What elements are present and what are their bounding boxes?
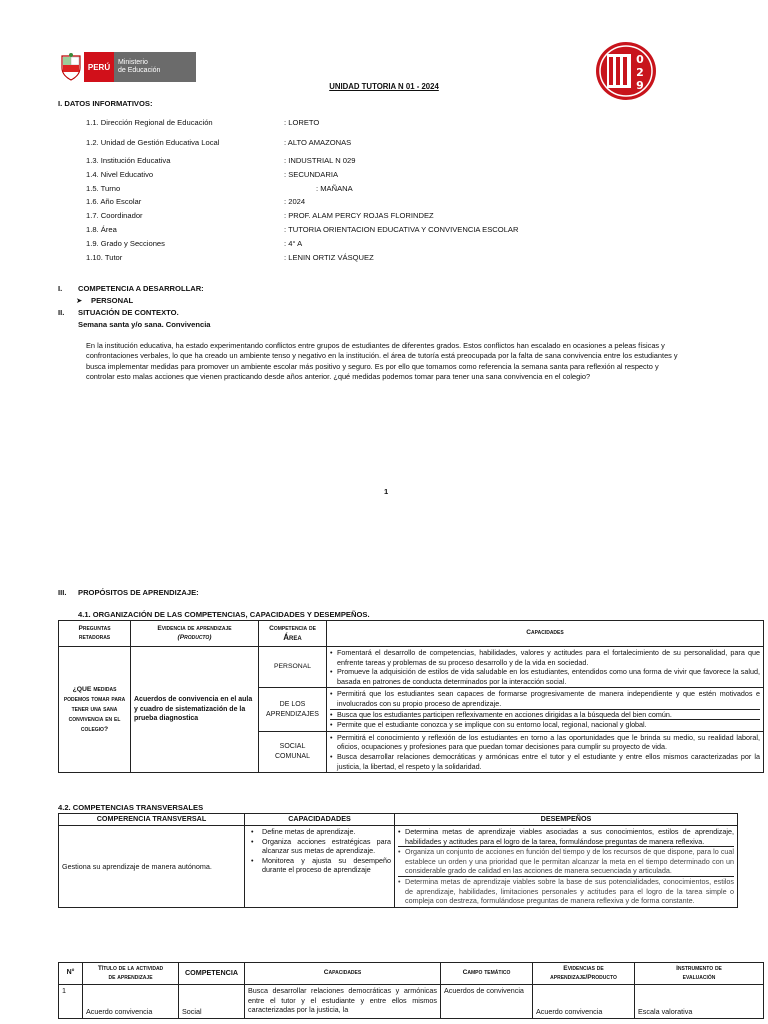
th-evidencia-line2: (Producto) [177,633,212,641]
competencias-table [58,620,764,773]
datos-label: 1.5. Turno [86,184,121,193]
th-competencia: COMPETENCIA [179,963,245,985]
th-instrumento-line2: evaluación [682,973,716,981]
desempeno-item: • Determina metas de aprendizaje viables asociadas a sus conocimientos, estilos de aprendizaje, habilidades y actitudes para el logro de la tarea, formulándose preguntas de manera reflexiva. [398,827,734,846]
capacidades-cell [327,731,764,772]
coat-of-arms-icon [58,52,84,82]
logo-ministry [114,52,196,82]
capacidad-item: • Permitirá que los estudiantes sean capaces de formarse progresivamente de manera independiente y que estén motivados e involucrados con su propio proceso de aprendizaje. [330,689,760,708]
propositos-num: III. [58,588,67,597]
logo-country: PERÚ [84,52,114,82]
competencia-transversal-cell: Gestiona su aprendizaje de manera autónoma. [59,826,245,908]
th-titulo [83,963,179,985]
table2-title: 4.2. COMPETENCIAS TRANSVERSALES [58,803,204,812]
page-number: 1 [384,487,389,496]
desempeno-item: • Organiza un conjunto de acciones en función del tiempo y de los recursos de que dispone, para lo cual establece un orden y una prioridad que le permitan alcanzar la meta en el tiempo determinado con un considerable grado de calidad en las acciones de manera secuenciada y articulada. [398,846,734,876]
th-competencia-line2: Área [283,632,302,642]
th-competencia-transversal: COMPERENCIA TRANSVERSAL [59,814,245,826]
th-evidencia-line1: Evidencia de aprendizaje [157,625,232,633]
th-instrumento [635,963,764,985]
competencia-cell: DE LOS APRENDIZAJES [259,688,327,731]
capacidades-cell [327,688,764,731]
capacidad-item: • Busca que los estudiantes participen reflexivamente en acciones dirigidas a la búsqueda del bien común. [330,709,760,720]
th-titulo-line1: Título de la actividad [97,965,164,973]
svg-text:9: 9 [636,79,644,92]
capacidad-item: • Promueve la adquisición de estilos de vida saludable en los estudiantes, entendidos como una forma de vivir que favorece la salud, basada en patrones de conducta determinados por la interacción social. [330,667,760,686]
desempeno-item: • Determina metas de aprendizaje viables sobre la base de sus potencialidades, conocimientos, estilos de aprendizaje, habilidades, limitaciones personales y actitudes para el logro de la tarea simple o compleja con destreza, formulándose preguntas de manera reflexiva y de forma constante. [398,876,734,906]
datos-label: 1.2. Unidad de Gestión Educativa Local [86,138,220,147]
datos-value: : LORETO [284,118,320,127]
datos-value: : INDUSTRIAL N 029 [284,156,356,165]
th-desempenos: DESEMPEÑOS [395,814,738,826]
capacidades-cell [327,647,764,688]
capacidades-cell: Busca desarrollar relaciones democráticas y armónicas entre el tutor y el estudiante y entre ellos mismos caracterizadas por la justicia, la [245,985,441,1019]
situacion-paragraph: En la institución educativa, ha estado experimentando conflictos entre grupos de estudiantes de diferentes grados. Estos conflictos han escalado en ocasiones a peleas físicas y confrontaciones verbales, lo que ha creado un ambiente tenso y negativo en la institución. el área de tutoría está preocupada por la falta de sana convivencia entre los estudiantes y busca implementar medidas para promover un ambiente escolar más positivo y seguro. Es por ello que tomamos como referencia la semana santa para reflexión al respecto y controlar esto malas acciones que vienen practicando desde años anterior. ¿qué medidas podemos tomar para tener una sana convivencia en el colegio? [86,341,678,381]
table-row [59,985,764,1019]
svg-text:0: 0 [636,53,644,66]
datos-value: : 2024 [284,197,306,206]
evidencia-cell: Acuerdos de convivencia en el aula y cuadro de sistematización de la prueba diagnostica [131,647,259,773]
th-campo: Campo temático [441,963,533,985]
pregunta-cell: ¿QUE medidas podemos tomar para tener una sana convivencia en el colegio? [59,647,131,773]
datos-value: : MAÑANA [316,184,353,193]
competencia-bullet: PERSONAL [91,296,134,305]
capacidades-cell [245,826,395,908]
instrumento-cell: Escala valorativa [635,985,764,1019]
datos-label: 1.9. Grado y Secciones [86,239,165,248]
th-evidencias [533,963,635,985]
th-evidencias-line1: Evidencias de [563,965,604,973]
competencia-cell: Social [179,985,245,1019]
competencia-cell: SOCIAL COMUNAL [259,731,327,772]
th-titulo-line2: de aprendizaje [108,973,153,981]
datos-value: : TUTORIA ORIENTACION EDUCATIVA Y CONVIVENCIA ESCOLAR [284,225,519,234]
datos-label: 1.7. Coordinador [86,211,143,220]
school-crest-icon [594,40,658,102]
logo-ministry-line2: de Educación [118,67,161,74]
th-capacidades: Capacidades [327,621,764,647]
datos-value: : PROF. ALAM PERCY ROJAS FLORINDEZ [284,211,434,220]
arrow-bullet-icon: ➤ [76,296,83,305]
competencia-cell: PERSONAL [259,647,327,688]
logo-ministry-line1: Ministerio [118,58,148,66]
capacidad-item: • Permite que el estudiante conozca y se implique con su entorno local, regional, nacional y global. [330,719,760,730]
capacidad-item: • Monitorea y ajusta su desempeño durante el proceso de aprendizaje [248,856,391,875]
propositos-sub41: 4.1. ORGANIZACIÓN DE LAS COMPETENCIAS, CAPACIDADES Y DESEMPEÑOS. [78,610,370,619]
actividades-table [58,962,764,1019]
propositos-heading: PROPÓSITOS DE APRENDIZAJE: [78,588,199,597]
capacidad-item: • Define metas de aprendizaje. [248,827,391,837]
table-row [59,647,764,688]
datos-value: : 4° A [284,239,303,248]
competencia-num: I. [58,284,63,293]
evidencia-cell: Acuerdo convivencia [533,985,635,1019]
datos-label: 1.6. Año Escolar [86,197,142,206]
datos-label: 1.4. Nivel Educativo [86,170,154,179]
datos-value: : SECUNDARIA [284,170,339,179]
capacidad-item: • Busca desarrollar relaciones democráticas y armónicas entre el tutor y el estudiante y entre ellos mismos caracterizadas por la justicia, la libertad, el respeto y la solidaridad. [330,752,760,771]
capacidad-item: • Organiza acciones estratégicas para alcanzar sus metas de aprendizaje. [248,837,391,856]
datos-label: 1.8. Área [86,225,117,234]
datos-label: 1.3. Institución Educativa [86,156,171,165]
th-preguntas: Preguntas retadoras [59,621,131,647]
desempenos-cell [395,826,738,908]
num-cell: 1 [59,985,83,1019]
datos-label: 1.1. Dirección Regional de Educación [86,118,213,127]
capacidad-item: • Permitirá el conocimiento y reflexión de los estudiantes en torno a las oportunidades que le brinda su medio, su realidad laboral, oficios, ocupaciones y profesiones para que puedan tomar decisiones para cumplir su proyecto de vida. [330,733,760,752]
titulo-cell: Acuerdo convivencia [83,985,179,1019]
datos-heading: I. DATOS INFORMATIVOS: [58,99,153,108]
datos-label: 1.10. Tutor [86,253,123,262]
th-competencia-line1: Competencia de [269,625,316,633]
situacion-subheading: Semana santa y/o sana. Convivencia [78,320,211,329]
competencia-heading: COMPETENCIA A DESARROLLAR: [78,284,204,293]
document-title: UNIDAD TUTORIA N 01 - 2024 [329,82,439,91]
th-competencia [259,621,327,647]
th-capacidades: CAPACIDADADES [245,814,395,826]
minedu-logo [58,52,198,82]
transversales-table [58,813,738,908]
th-evidencias-line2: aprendizaje/Producto [550,973,617,981]
datos-value: : LENIN ORTIZ VÁSQUEZ [284,253,374,262]
capacidad-item: • Fomentará el desarrollo de competencias, habilidades, valores y actitudes para el fortalecimiento de su personalidad, para que enfrente tareas y problemas de su proceso desarrollo y de la vida en sociedad. [330,648,760,667]
th-instrumento-line1: Instrumento de [676,965,722,973]
table-row [59,826,738,908]
th-num: N° [59,963,83,985]
situacion-heading: SITUACIÓN DE CONTEXTO. [78,308,179,317]
campo-cell: Acuerdos de convivencia [441,985,533,1019]
th-evidencia [131,621,259,647]
situacion-num: II. [58,308,65,317]
svg-text:2: 2 [636,66,644,79]
datos-value: : ALTO AMAZONAS [284,138,352,147]
th-capacidades: Capacidades [245,963,441,985]
